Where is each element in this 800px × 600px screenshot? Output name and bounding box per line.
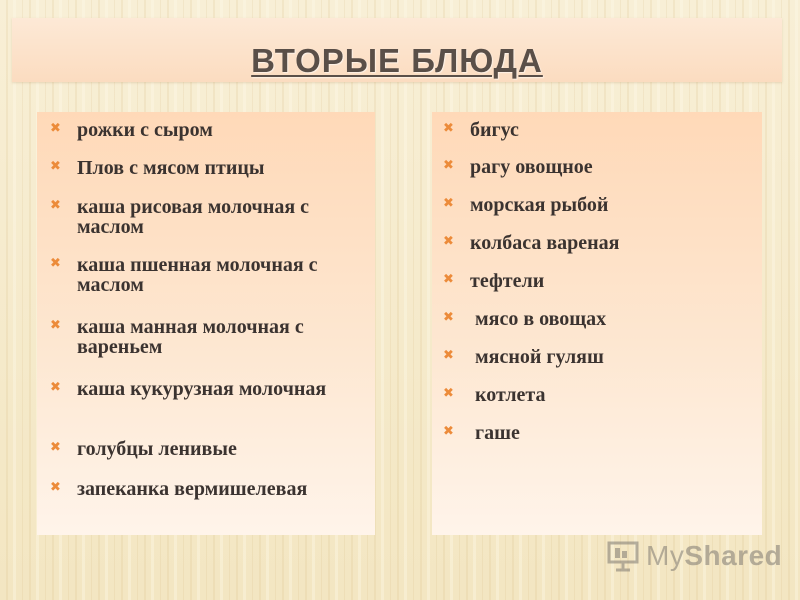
bullet-x-icon: ✖ bbox=[443, 310, 454, 325]
list-item bbox=[443, 232, 755, 254]
list-item bbox=[50, 438, 369, 460]
list-item bbox=[50, 478, 369, 500]
list-item-label: рагу овощное bbox=[470, 156, 593, 178]
list-item bbox=[443, 156, 755, 178]
list-item-label: мясной гуляш bbox=[470, 346, 604, 368]
bullet-x-icon: ✖ bbox=[443, 196, 454, 211]
list-item-label: каша пшенная молочная с маслом bbox=[77, 254, 318, 296]
bullet-x-icon: ✖ bbox=[50, 380, 61, 395]
list-item bbox=[50, 254, 369, 296]
list-item bbox=[50, 157, 369, 179]
bullet-x-icon: ✖ bbox=[443, 121, 454, 136]
list-item-label: морская рыбой bbox=[470, 194, 609, 216]
list-item-label: мясо в овощах bbox=[470, 308, 607, 330]
list-item bbox=[443, 346, 755, 368]
list-item-label: запеканка вермишелевая bbox=[77, 478, 308, 500]
list-item bbox=[443, 194, 755, 216]
bullet-x-icon: ✖ bbox=[443, 272, 454, 287]
bullet-x-icon: ✖ bbox=[50, 198, 61, 213]
list-item-label: каша манная молочная с вареньем bbox=[77, 316, 304, 358]
list-item-label: колбаса вареная bbox=[470, 232, 620, 254]
list-item bbox=[443, 422, 755, 444]
list-item-label: Плов с мясом птицы bbox=[77, 157, 265, 179]
list-item-label: рожки с сыром bbox=[77, 119, 213, 141]
list-item-label: тефтели bbox=[470, 270, 545, 292]
list-item-label: бигус bbox=[470, 119, 519, 141]
list-item bbox=[443, 270, 755, 292]
list-item bbox=[50, 119, 369, 141]
watermark-logo bbox=[606, 536, 782, 576]
page-title: ВТОРЫЕ БЛЮДА bbox=[251, 42, 543, 79]
list-item bbox=[443, 119, 755, 141]
list-item-label: каша кукурузная молочная bbox=[77, 378, 327, 400]
bullet-x-icon: ✖ bbox=[443, 424, 454, 439]
bullet-x-icon: ✖ bbox=[50, 440, 61, 455]
bullet-x-icon: ✖ bbox=[443, 234, 454, 249]
title-banner bbox=[12, 18, 782, 82]
bullet-x-icon: ✖ bbox=[50, 159, 61, 174]
bullet-x-icon: ✖ bbox=[50, 318, 61, 333]
list-item bbox=[50, 378, 369, 400]
presentation-board-icon bbox=[606, 540, 640, 572]
bullet-x-icon: ✖ bbox=[443, 348, 454, 363]
list-item-label: котлета bbox=[470, 384, 546, 406]
list-item bbox=[443, 384, 755, 406]
list-item-label: каша рисовая молочная с маслом bbox=[77, 196, 310, 238]
watermark-text-shared: Shared bbox=[684, 540, 783, 571]
bullet-x-icon: ✖ bbox=[50, 121, 61, 136]
list-item-label: голубцы ленивые bbox=[77, 438, 237, 460]
watermark-text-my: My bbox=[646, 540, 685, 571]
list-item bbox=[443, 308, 755, 330]
bullet-x-icon: ✖ bbox=[50, 256, 61, 271]
list-item bbox=[50, 196, 369, 238]
bullet-x-icon: ✖ bbox=[50, 480, 61, 495]
right-dishes-panel bbox=[432, 112, 762, 535]
bullet-x-icon: ✖ bbox=[443, 158, 454, 173]
bullet-x-icon: ✖ bbox=[443, 386, 454, 401]
list-item bbox=[50, 316, 369, 358]
left-dishes-panel bbox=[37, 112, 375, 535]
list-item-label: гаше bbox=[470, 422, 520, 444]
